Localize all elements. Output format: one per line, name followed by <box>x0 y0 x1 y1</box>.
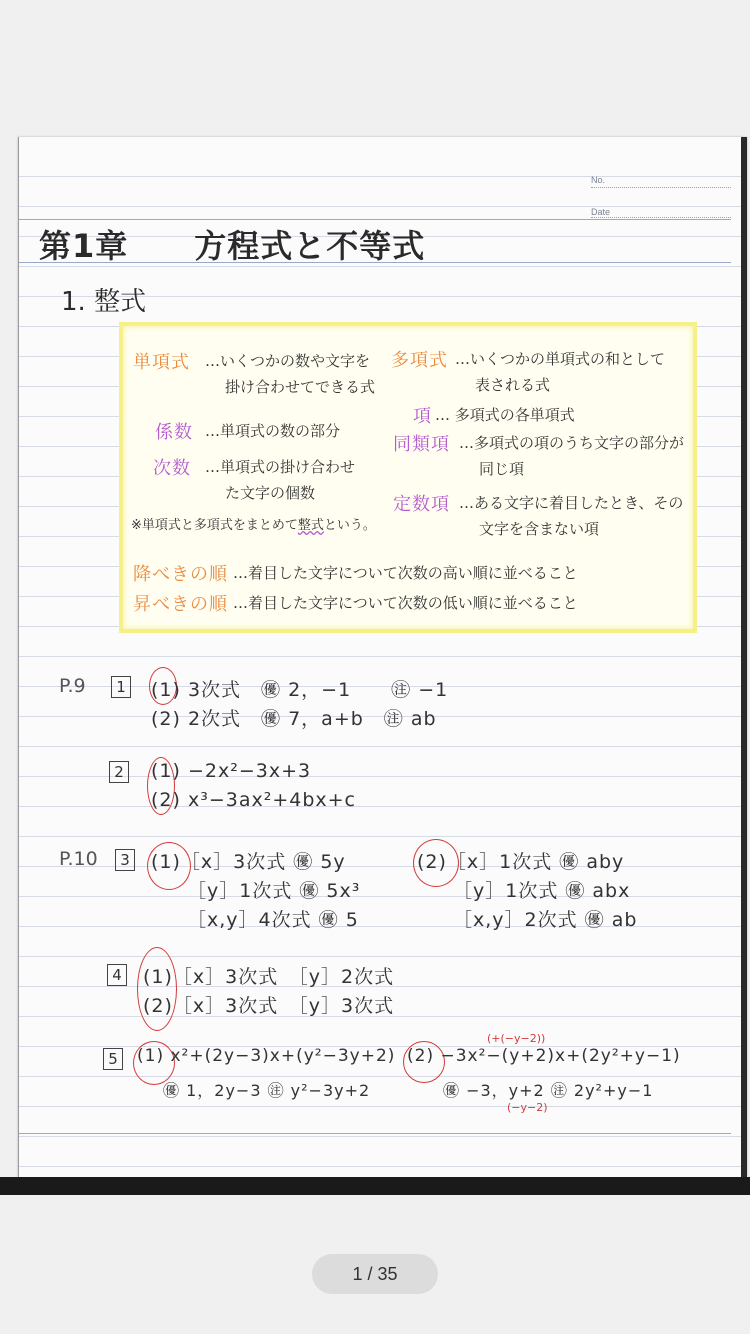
problem-number-4: 4 <box>107 964 127 986</box>
definitions-box <box>119 322 697 633</box>
problem-number-1: 1 <box>111 676 131 698</box>
text-teisuukou-1: …ある文字に着目したとき、その <box>459 494 684 512</box>
text-jisuu-1: …単項式の掛け合わせ <box>205 458 356 476</box>
page-spine <box>741 137 747 1177</box>
problem-number-5: 5 <box>103 1048 123 1070</box>
chapter-title: 第1章 方程式と不等式 <box>39 227 426 265</box>
text-douruikou-1: …多項式の項のうち文字の部分が <box>459 434 685 452</box>
page-ref-p9: P.9 <box>59 675 86 697</box>
answer-q5-2b: ㊝ −3，y+2 ㊟ 2y²+y−1 <box>443 1081 654 1100</box>
text-tankoushiki-1: …いくつかの数や文字を <box>205 352 371 370</box>
footer-rule <box>19 1133 731 1134</box>
text-keisuu: …単項式の数の部分 <box>205 422 341 440</box>
answer-q5-2: (2) −3x²−(y+2)x+(2y²+y−1) <box>407 1046 681 1066</box>
answer-q1-1: (1) 3次式 ㊝ 2，−1 ㊟ −1 <box>151 679 449 701</box>
text-shoubeki: …着目した文字について次数の低い順に並べること <box>233 594 578 612</box>
red-note-top: (+(−y−2)) <box>487 1032 546 1045</box>
page-bottom-edge <box>0 1177 750 1195</box>
header-rule-top <box>19 219 731 220</box>
answer-q3-l3: ［x,y］4次式 ㊝ 5 <box>187 909 359 931</box>
no-label: No. <box>591 175 606 185</box>
term-jisuu: 次数 <box>153 458 191 479</box>
answer-q3-r3: ［x,y］2次式 ㊝ ab <box>453 909 638 931</box>
answer-q3-l1: (1)［x］3次式 ㊝ 5y <box>151 851 346 873</box>
section-title: 1. 整式 <box>61 287 147 317</box>
answer-q2-2: (2) x³−3ax²+4bx+c <box>151 789 357 811</box>
text-kou: … 多項式の各単項式 <box>435 406 575 424</box>
problem-number-3: 3 <box>115 849 135 871</box>
term-takoushiki: 多項式 <box>391 350 448 371</box>
answer-q1-2: (2) 2次式 ㊝ 7，a+b ㊟ ab <box>151 708 437 730</box>
term-douruikou: 同類項 <box>393 434 450 455</box>
answer-q3-r1: (2)［x］1次式 ㊝ aby <box>417 851 625 873</box>
text-takoushiki-1: …いくつかの単項式の和として <box>455 350 666 368</box>
no-line <box>591 187 731 188</box>
red-circle-q4 <box>137 947 177 1031</box>
text-koubeki: …着目した文字について次数の高い順に並べること <box>233 564 578 582</box>
text-teisuukou-2: 文字を含まない項 <box>479 520 600 538</box>
red-note-bottom: (−y−2) <box>507 1101 548 1114</box>
term-kou: 項 <box>413 406 432 427</box>
answer-q5-1: (1) x²+(2y−3)x+(y²−3y+2) <box>137 1046 396 1066</box>
term-koubeki: 降べきの順 <box>133 564 228 585</box>
term-teisuukou: 定数項 <box>393 494 450 515</box>
notebook-page <box>18 137 747 1177</box>
answer-q4-1: (1)［x］3次式 ［y］2次式 <box>143 966 395 988</box>
term-tankoushiki: 単項式 <box>133 352 190 373</box>
problem-number-2: 2 <box>109 761 129 783</box>
date-line <box>591 217 731 218</box>
page-indicator: 1 / 35 <box>312 1254 438 1294</box>
text-tankoushiki-2: 掛け合わせてできる式 <box>225 378 376 396</box>
text-takoushiki-2: 表される式 <box>475 376 551 394</box>
answer-q3-l2: ［y］1次式 ㊝ 5x³ <box>187 880 361 902</box>
page-ref-p10: P.10 <box>59 848 98 870</box>
date-label: Date <box>591 207 611 217</box>
answer-q3-r2: ［y］1次式 ㊝ abx <box>453 880 631 902</box>
answer-q5-1b: ㊝ 1，2y−3 ㊟ y²−3y+2 <box>163 1081 371 1100</box>
text-douruikou-2: 同じ項 <box>479 460 525 478</box>
note-seishiki: ※単項式と多項式をまとめて整式という。 <box>131 518 376 533</box>
term-keisuu: 係数 <box>155 422 193 443</box>
text-jisuu-2: た文字の個数 <box>225 484 316 502</box>
term-shoubeki: 昇べきの順 <box>133 594 228 615</box>
answer-q4-2: (2)［x］3次式 ［y］3次式 <box>143 995 395 1017</box>
answer-q2-1: (1) −2x²−3x+3 <box>151 760 312 782</box>
